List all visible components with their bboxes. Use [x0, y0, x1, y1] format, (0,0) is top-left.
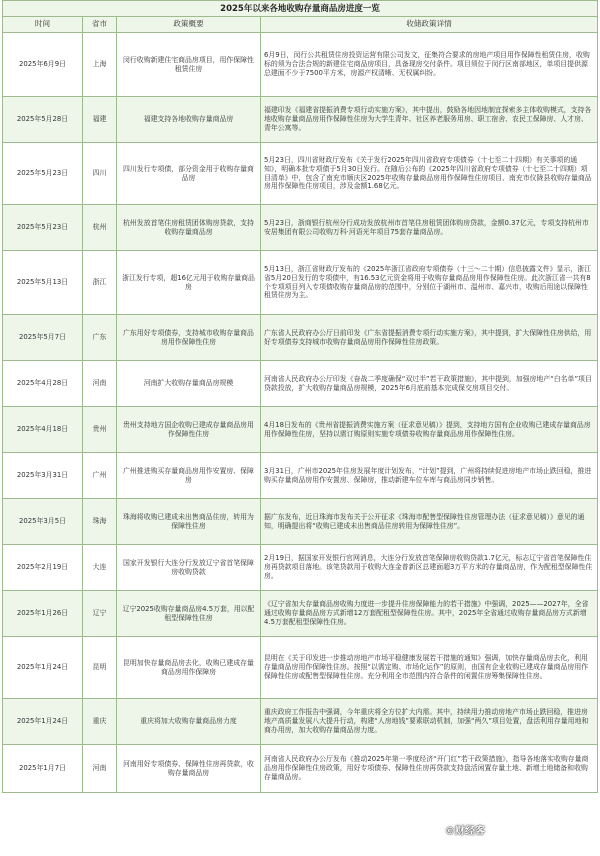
- cell-summary: 福建支持各地收购存量商品房: [117, 97, 261, 143]
- table-row: [3, 205, 598, 251]
- cell-detail: 5月23日，四川省财政厅发布《关于发行2025年四川省政府专项债券（十七至二十四期）有关事项的通知》，明确本批专项债于5月30日发行。在随后公布的《2025年四川省政府专项债券（十七至二十四期）项目清单》中，包含了南充市顺庆区2025年收购存量商品房用作保障性住房项目、南充市仪陇县收购存量商品房用作保障性住房项目，涉及金额1.68亿元。: [261, 143, 598, 205]
- cell-date: 2025年3月5日: [3, 499, 83, 545]
- cell-summary: 昆明加快存量商品房去化，收购已建成存量商品房用作保障房: [117, 637, 261, 699]
- header-detail: 收储政策详情: [261, 17, 598, 33]
- cell-city: 广东: [83, 315, 117, 361]
- cell-summary: 浙江发行专项，超16亿元用于收购存量商品房: [117, 251, 261, 315]
- table-title: 2025年以来各地收购存量商品房进度一览: [2, 0, 598, 16]
- table-row: [3, 545, 598, 591]
- table-row: [3, 361, 598, 407]
- cell-city: 浙江: [83, 251, 117, 315]
- cell-detail: 4月18日发布的《贵州省提振消费实施方案（征求意见稿）》提到，支持地方国有企业收购已建成存量商品房用作保障性住房，坚持以需订购原则实施专项债券收购存量商品房用作保障性住房。: [261, 407, 598, 453]
- cell-city: 昆明: [83, 637, 117, 699]
- cell-detail: 据广东发布，近日珠海市发布关于公开征求《珠海市配售型保障性住房管理办法（征求意见稿）》意见的通知，明确提出将“收购已建成未出售商品住房转用为保障性住房”。: [261, 499, 598, 545]
- cell-city: 珠海: [83, 499, 117, 545]
- table-row: [3, 591, 598, 637]
- cell-city: 福建: [83, 97, 117, 143]
- cell-date: 2025年4月18日: [3, 407, 83, 453]
- header-city: 省市: [83, 17, 117, 33]
- policy-table: [2, 16, 598, 793]
- cell-date: 2025年1月26日: [3, 591, 83, 637]
- cell-summary: 辽宁2025收购存量商品房4.5万套，用以配租型保障性住房: [117, 591, 261, 637]
- cell-city: 上海: [83, 33, 117, 97]
- cell-detail: 河南省人民政府办公厅印发《奋战二季度确保“双过半”若干政策措施》，其中提到，加强房地产“白名单”项目贷款投放，扩大收购存量商品房规模，2025年6月底前基本完成保交房项目交付。: [261, 361, 598, 407]
- cell-detail: 5月13日，浙江省财政厅发布的《2025年浙江省政府专项债券（十三～二十期）信息披露文件》显示，浙江省5月20日发行的专项债中，有16.53亿元资金将用于收购存量商品房用作保障性住房。此次浙江省一共有8个专项项目列入专项债收购存量商品房的范围中，分别位于湖州市、温州市、嘉兴市，收购后用途以保障性租赁住房为主。: [261, 251, 598, 315]
- cell-summary: 广东用好专项债券，支持城市收购存量商品房用作保障性住房: [117, 315, 261, 361]
- cell-city: 河南: [83, 361, 117, 407]
- cell-city: 四川: [83, 143, 117, 205]
- header-date: 时间: [3, 17, 83, 33]
- table-row: [3, 407, 598, 453]
- cell-detail: 昆明在《关于印发进一步推动房地产市场平稳健康发展若干措施的通知》强调，加快存量商品房去化，利用存量商品房用作保障性住房。按照“以需定购、市场化运作”的原则，由国有企业收购已建成存量商品房用作保障性住房或配售型保障性住房。充分利用全市范围内符合条件的闲置住房筹集保障性住房。: [261, 637, 598, 699]
- cell-detail: 重庆政府工作报告中强调，今年重庆将全方位扩大内需。其中，持续用力推动房地产市场止跌回稳，推进房地产高质量发展八大提升行动，构建“人房地钱”要素联动机制，加强“两久”项目处置，盘活利用存量用地和商办用房，加大收购存量商品房力度。: [261, 699, 598, 745]
- cell-city: 辽宁: [83, 591, 117, 637]
- table-row: [3, 315, 598, 361]
- cell-summary: 重庆将加大收购存量商品房力度: [117, 699, 261, 745]
- cell-date: 2025年5月23日: [3, 205, 83, 251]
- table-row: [3, 251, 598, 315]
- table-row: [3, 699, 598, 745]
- table-row: [3, 453, 598, 499]
- cell-city: 杭州: [83, 205, 117, 251]
- cell-summary: 广州推进购买存量商品房用作安置房、保障房: [117, 453, 261, 499]
- cell-date: 2025年4月28日: [3, 361, 83, 407]
- watermark-logo: ©财经客: [445, 826, 485, 837]
- cell-city: 广州: [83, 453, 117, 499]
- cell-date: 2025年1月24日: [3, 637, 83, 699]
- cell-detail: 6月9日，闵行公共租赁住房投资运营有限公司发文，征集符合要求的房地产项目用作保障性租赁住房，收购标的须为合法合规的新建住宅商品房项目，具备现房交付条件。项目须位于闵行区南部地区，单项目提供源总建面不少于7500平方米，房源产权清晰、无权属纠纷。: [261, 33, 598, 97]
- table-row: [3, 33, 598, 97]
- cell-summary: 杭州发放首笔住房租赁团体购房贷款，支持收购存量商品房: [117, 205, 261, 251]
- table-row: [3, 143, 598, 205]
- header-summary: 政策概要: [117, 17, 261, 33]
- cell-summary: 国家开发银行大连分行发放辽宁省首笔保障房收购贷款: [117, 545, 261, 591]
- cell-date: 2025年5月7日: [3, 315, 83, 361]
- table-row: [3, 637, 598, 699]
- cell-date: 2025年2月19日: [3, 545, 83, 591]
- cell-detail: 5月23日，浙商银行杭州分行成功发放杭州市首笔住房租赁团体购房贷款，金额0.37亿元，专项支持杭州市安居集团有限公司收购万科·河语光年项目75套存量商品房。: [261, 205, 598, 251]
- cell-date: 2025年3月31日: [3, 453, 83, 499]
- cell-summary: 四川发行专项债，部分资金用于收购存量商品房: [117, 143, 261, 205]
- cell-detail: 《辽宁省加大存量商品房收购力度进一步提升住房保障能力的若干措施》中强调，2025——2027年，全省通过收购存量商品房方式新增12万套配租型保障性住房。其中，2025年全省通过收购存量商品房方式新增4.5万套配租型保障性住房。: [261, 591, 598, 637]
- table-row: [3, 745, 598, 793]
- table-header-row: [3, 17, 598, 33]
- table-row: [3, 97, 598, 143]
- cell-detail: 广东省人民政府办公厅日前印发《广东省提振消费专项行动实施方案》，其中提到，扩大保障性住房供给，用好专项债券支持城市收购存量商品房用作保障性住房政策。: [261, 315, 598, 361]
- cell-detail: 2月19日，据国家开发银行官网消息，大连分行发放首笔保障房收购贷款1.7亿元，标志辽宁省首笔保障性住房再贷款项目落地。该笔贷款用于收购大连金普新区总建面超3万平方米的存量商品房，作为配租型保障性住房。: [261, 545, 598, 591]
- cell-city: 重庆: [83, 699, 117, 745]
- cell-date: 2025年5月28日: [3, 97, 83, 143]
- cell-city: 大连: [83, 545, 117, 591]
- cell-summary: 闵行收购新建住宅商品房项目，用作保障性租赁住房: [117, 33, 261, 97]
- cell-summary: 河南扩大收购存量商品房规模: [117, 361, 261, 407]
- cell-detail: 3月31日，广州市2025年住房发展年度计划发布，“计划”提到，广州将持续促进房地产市场止跌回稳，推进购买存量商品房用作安置房、保障房，推动新建车位车库与商品房同步销售。: [261, 453, 598, 499]
- cell-date: 2025年6月9日: [3, 33, 83, 97]
- cell-date: 2025年1月7日: [3, 745, 83, 793]
- table-row: [3, 499, 598, 545]
- cell-summary: 珠海将收购已建成未出售商品住房，转用为保障性住房: [117, 499, 261, 545]
- cell-city: 贵州: [83, 407, 117, 453]
- cell-summary: 河南用好专项债券、保障性住房再贷款，收购存量商品房: [117, 745, 261, 793]
- cell-date: 2025年1月24日: [3, 699, 83, 745]
- cell-detail: 河南省人民政府办公厅发布《推动2025年第一季度经济“开门红”若干政策措施》，指导各地落实收购存量商品房用作保障性住房政策，用好专项债券、保障性住房再贷款支持盘活闲置存量土地、新增土地储备和收购存量商品房。: [261, 745, 598, 793]
- cell-date: 2025年5月13日: [3, 251, 83, 315]
- cell-date: 2025年5月23日: [3, 143, 83, 205]
- cell-summary: 贵州支持地方国企收购已建成存量商品房用作保障性住房: [117, 407, 261, 453]
- cell-detail: 福建印发《福建省提振消费专项行动实施方案》，其中提出，鼓励各地因地制宜探索多主体收购模式，支持各地收购存量商品房用作保障性住房为大学生青年、社区养老服务用房、职工宿舍、农民工保障房、人才房、青年公寓等。: [261, 97, 598, 143]
- cell-city: 河南: [83, 745, 117, 793]
